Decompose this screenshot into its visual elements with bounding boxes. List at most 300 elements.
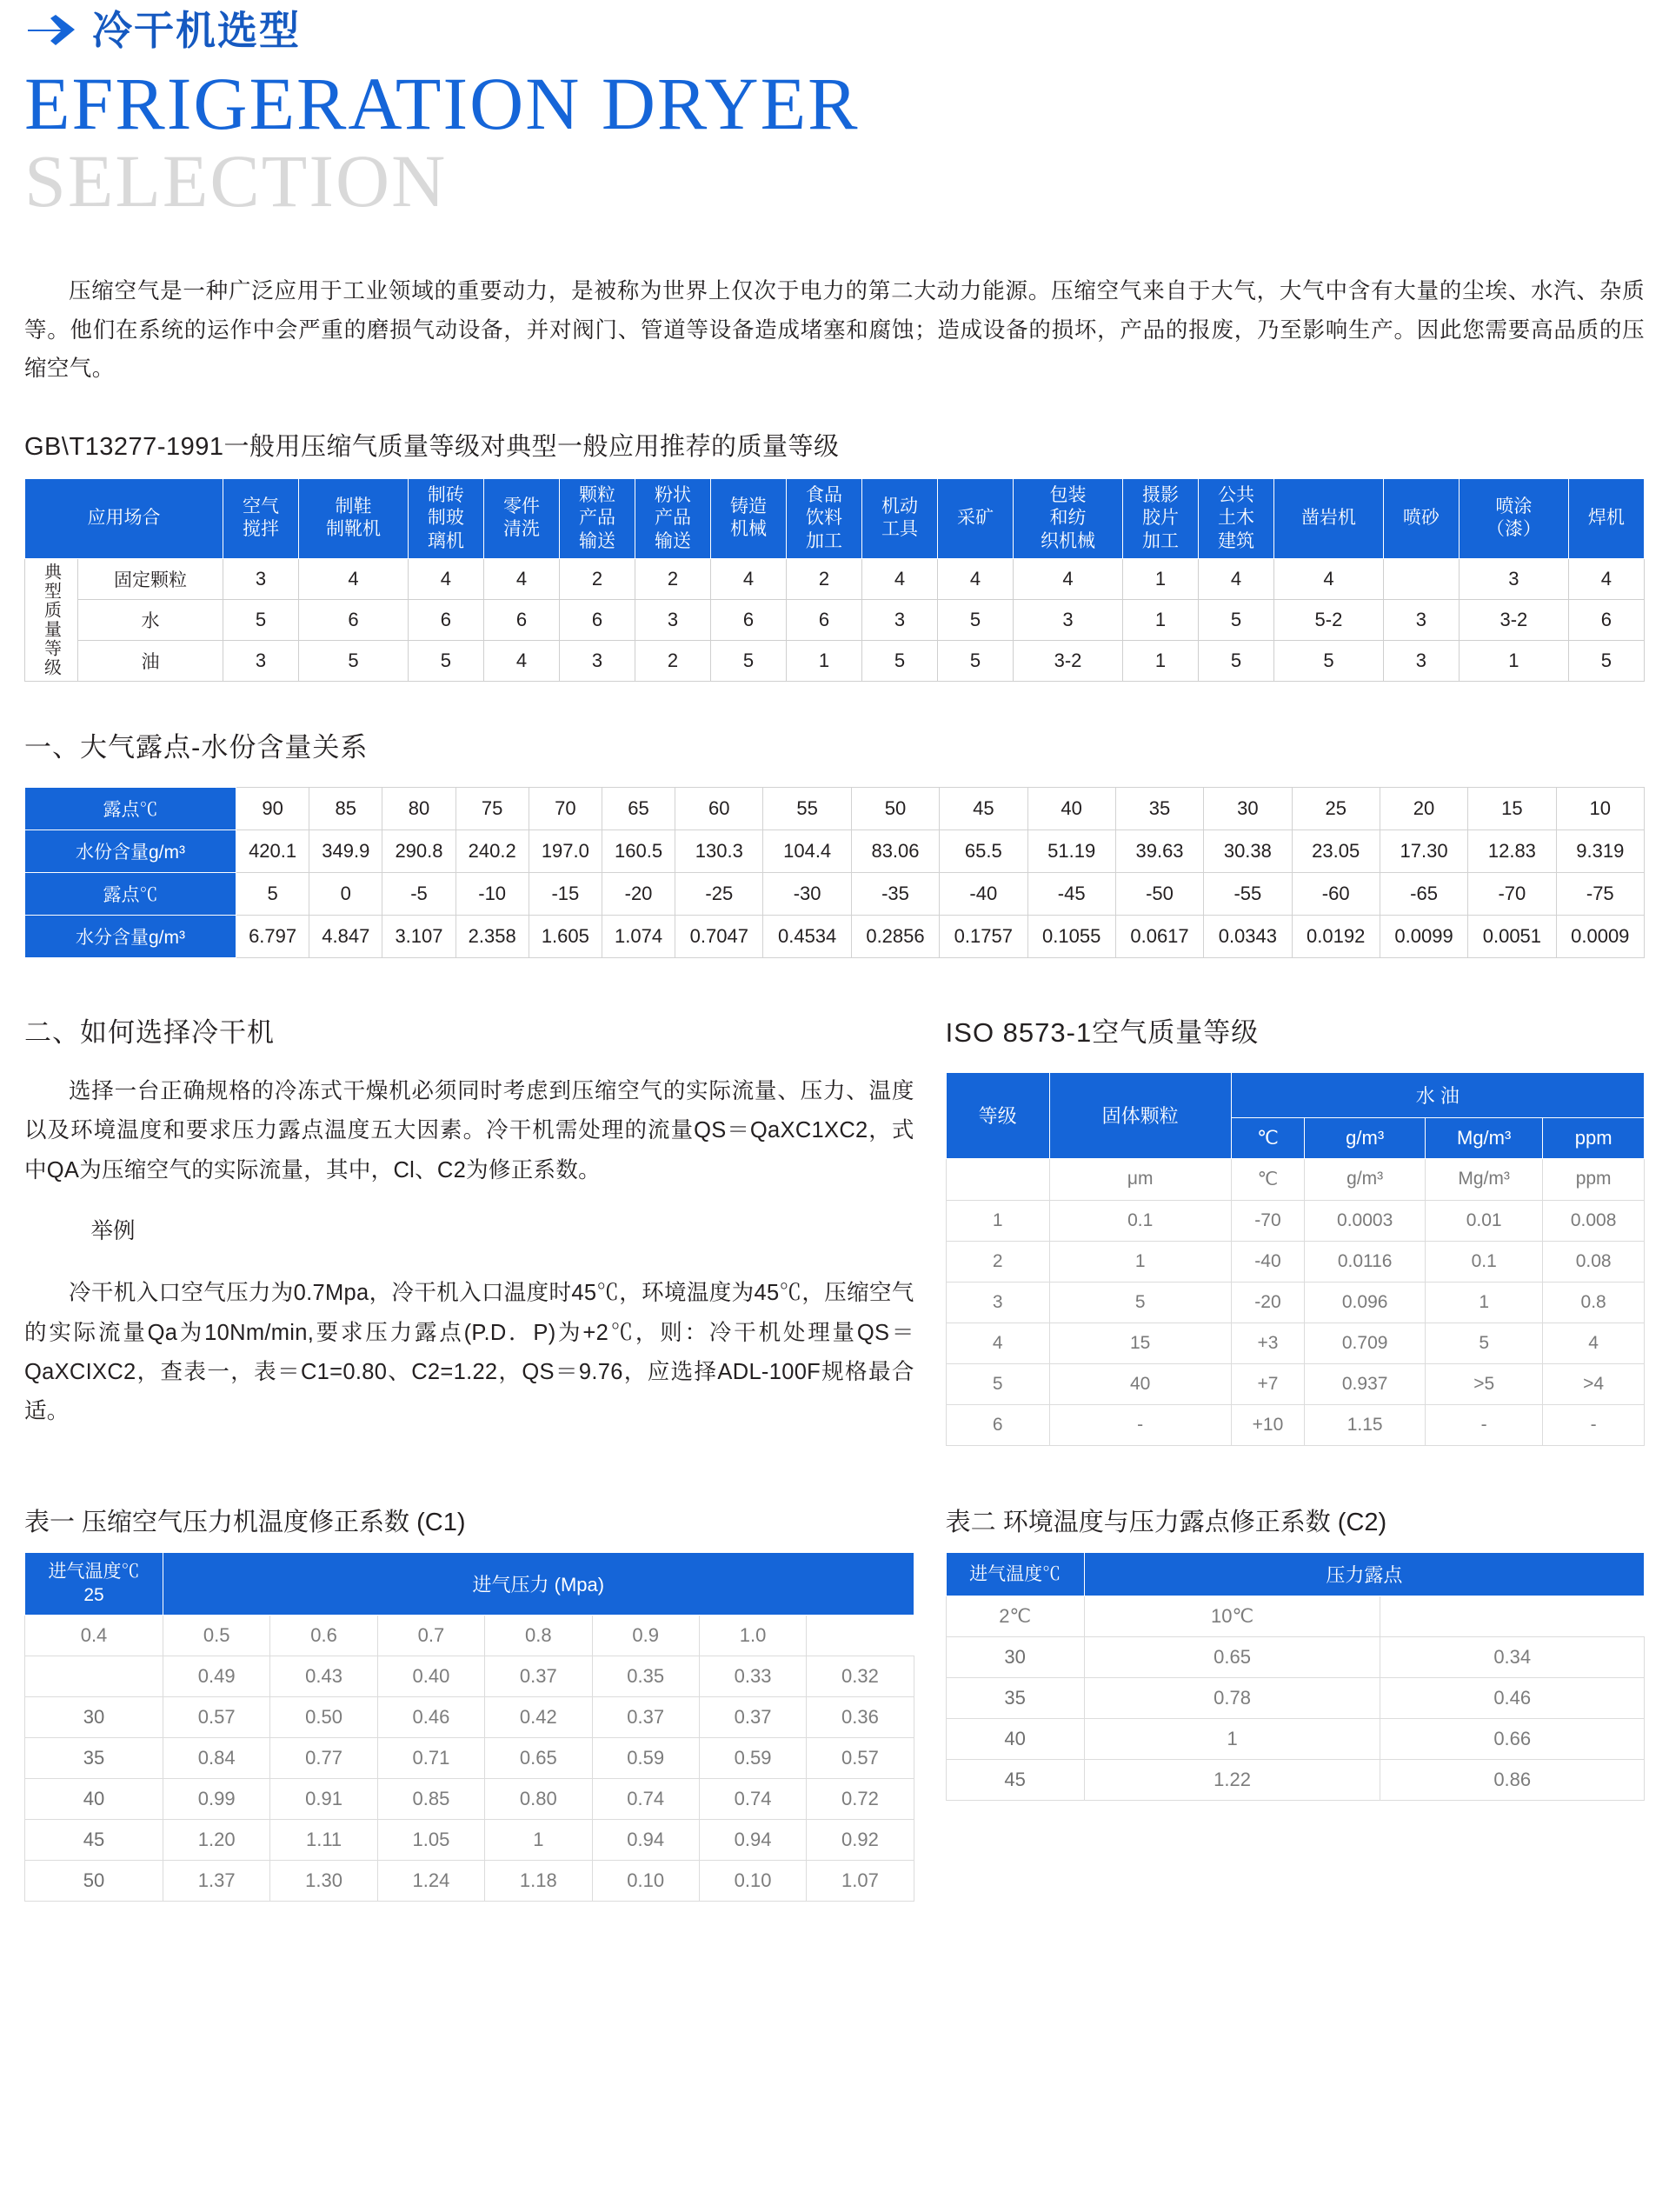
gbt-cell: 2 xyxy=(559,558,635,599)
dew-cell: 349.9 xyxy=(309,830,382,872)
dew-cell: 0 xyxy=(309,872,382,915)
dew-cell: 45 xyxy=(940,787,1027,830)
table-row xyxy=(946,1241,1644,1282)
howto-paragraph-2: 冷干机入口空气压力为0.7Mpa，冷干机入口温度时45℃，环境温度为45℃，压缩空气的实际流量Qa为10Nm/min,要求压力露点(P.D．P)为+2℃，则：冷干机处理量QS＝QaXCIXC2，查表一，表＝C1=0.80、C2=1.22，QS＝9.76，应选择ADL-100F规格最合适。 xyxy=(24,1281,914,1424)
c1-cell: 1.11 xyxy=(270,1819,377,1860)
gbt-quality-table xyxy=(24,478,1645,682)
iso-cell: 0.008 xyxy=(1543,1200,1645,1241)
c1-cell: 1.07 xyxy=(807,1860,914,1901)
dew-cell: 90 xyxy=(236,787,309,830)
c1-cell: 0.37 xyxy=(592,1696,699,1737)
dew-cell: 3.107 xyxy=(382,915,455,957)
gbt-cell: 5-2 xyxy=(1273,599,1383,640)
dew-cell: 12.83 xyxy=(1468,830,1556,872)
gbt-cell: 6 xyxy=(299,599,409,640)
dew-cell: 65 xyxy=(602,787,675,830)
dew-cell: 0.7047 xyxy=(675,915,763,957)
c2-cell: 0.46 xyxy=(1380,1678,1645,1719)
iso-cell: +10 xyxy=(1231,1404,1305,1445)
iso-cell: - xyxy=(1049,1404,1231,1445)
iso-cell: 6 xyxy=(946,1404,1049,1445)
c1-pressure: 0.6 xyxy=(270,1615,377,1656)
c1-cell: 0.57 xyxy=(163,1696,270,1737)
dew-cell: 40 xyxy=(1027,787,1115,830)
dew-cell: 0.1055 xyxy=(1027,915,1115,957)
gbt-col-15: 喷涂 （漆） xyxy=(1459,479,1568,559)
gbt-cell: 5 xyxy=(862,640,938,681)
gbt-col-9: 采矿 xyxy=(938,479,1014,559)
c1-pressure: 0.9 xyxy=(592,1615,699,1656)
gbt-col-1: 制鞋 制靴机 xyxy=(299,479,409,559)
iso-column xyxy=(946,967,1645,1455)
dew-cell: -55 xyxy=(1204,872,1292,915)
dew-cell: 4.847 xyxy=(309,915,382,957)
iso-cell: -20 xyxy=(1231,1282,1305,1323)
gbt-col-10: 包装 和纺 织机械 xyxy=(1014,479,1123,559)
dew-cell: -65 xyxy=(1380,872,1467,915)
iso-cell: 5 xyxy=(1426,1323,1543,1363)
gbt-cell: 5 xyxy=(710,640,786,681)
gbt-cell: 1 xyxy=(1122,558,1198,599)
c1-cell: 0.33 xyxy=(699,1656,806,1696)
iso-cell: g/m³ xyxy=(1305,1158,1426,1200)
iso-unit-3: ppm xyxy=(1543,1117,1645,1158)
iso-cell: 0.1 xyxy=(1049,1200,1231,1241)
gbt-col-7: 食品 饮料 加工 xyxy=(787,479,862,559)
table-row xyxy=(25,915,1645,957)
c2-cell: 0.78 xyxy=(1084,1678,1380,1719)
dew-row-label-2: 水份含量g/m³ xyxy=(25,830,236,872)
gbt-cell: 1 xyxy=(1122,599,1198,640)
iso-col-water-oil: 水 油 xyxy=(1231,1072,1644,1117)
c1-cell: 0.94 xyxy=(592,1819,699,1860)
gbt-cell: 4 xyxy=(938,558,1014,599)
c1-cell: 0.42 xyxy=(485,1696,592,1737)
howto-heading: 二、如何选择冷干机 xyxy=(24,1016,275,1048)
c2-cell: 0.66 xyxy=(1380,1719,1645,1760)
gbt-cell: 3 xyxy=(1383,640,1459,681)
c1-side-header-label: 进气温度℃ xyxy=(48,1562,140,1582)
table-row xyxy=(25,1615,914,1656)
c2-cell: 0.86 xyxy=(1380,1760,1645,1801)
dew-cell: 240.2 xyxy=(455,830,529,872)
gbt-cell: 4 xyxy=(862,558,938,599)
gbt-cell: 3 xyxy=(1383,599,1459,640)
gbt-row-label-1: 水 xyxy=(78,599,223,640)
iso-cell: 1 xyxy=(1049,1241,1231,1282)
table-row xyxy=(25,1819,914,1860)
c1-top-header: 进气压力 (Mpa) xyxy=(163,1553,914,1616)
page-kicker: 冷干机选型 xyxy=(92,8,301,53)
table-row xyxy=(25,640,1645,681)
c1-cell: 1.20 xyxy=(163,1819,270,1860)
iso-cell: 1 xyxy=(1426,1282,1543,1323)
iso-cell: - xyxy=(1543,1404,1645,1445)
c2-cell: 0.65 xyxy=(1084,1637,1380,1678)
dew-cell: 83.06 xyxy=(851,830,939,872)
table-header-row xyxy=(946,1072,1644,1117)
dew-row-label-1: 露点℃ xyxy=(25,787,236,830)
dew-cell: -35 xyxy=(851,872,939,915)
c2-cell: 1.22 xyxy=(1084,1760,1380,1801)
table-row xyxy=(946,1719,1644,1760)
c1-temp: 40 xyxy=(25,1778,163,1819)
table-row xyxy=(946,1323,1644,1363)
gbt-heading: GB\T13277-1991一般用压缩气质量等级对典型一般应用推荐的质量等级 xyxy=(24,433,840,462)
gbt-row-label-0: 固定颗粒 xyxy=(78,558,223,599)
c2-table xyxy=(946,1552,1645,1801)
c2-cell: 0.34 xyxy=(1380,1637,1645,1678)
c1-pressure: 1.0 xyxy=(699,1615,806,1656)
gbt-col-6: 铸造 机械 xyxy=(710,479,786,559)
iso-heading: ISO 8573-1空气质量等级 xyxy=(945,1016,1260,1048)
gbt-cell: 6 xyxy=(559,599,635,640)
c1-side-header-value: 25 xyxy=(83,1584,104,1605)
dew-cell: 2.358 xyxy=(455,915,529,957)
iso-quality-table xyxy=(946,1072,1645,1446)
table-row xyxy=(25,1696,914,1737)
iso-cell: 0.937 xyxy=(1305,1363,1426,1404)
c1-cell: 0.10 xyxy=(592,1860,699,1901)
c1-cell: 0.72 xyxy=(807,1778,914,1819)
c1-cell: 0.65 xyxy=(485,1737,592,1778)
c1-cell: 1.05 xyxy=(377,1819,484,1860)
dew-cell: 6.797 xyxy=(236,915,309,957)
iso-cell: 0.01 xyxy=(1426,1200,1543,1241)
dew-cell: 30.38 xyxy=(1204,830,1292,872)
dew-cell: -45 xyxy=(1027,872,1115,915)
gbt-cell: 5 xyxy=(1198,599,1273,640)
dew-cell: 0.2856 xyxy=(851,915,939,957)
table-row xyxy=(25,558,1645,599)
iso-cell: 0.096 xyxy=(1305,1282,1426,1323)
c1-pressure: 0.7 xyxy=(377,1615,484,1656)
gbt-cell: 3 xyxy=(559,640,635,681)
gbt-col-13: 凿岩机 xyxy=(1273,479,1383,559)
table2-caption: 表二 环境温度与压力露点修正系数 (C2) xyxy=(945,1509,1387,1537)
dew-cell: 0.0009 xyxy=(1556,915,1644,957)
c1-cell: 1.30 xyxy=(270,1860,377,1901)
dew-cell: 23.05 xyxy=(1292,830,1380,872)
c2-dewpoint: 2℃ xyxy=(946,1596,1084,1637)
c1-cell: 0.40 xyxy=(377,1656,484,1696)
c1-cell: 0.74 xyxy=(699,1778,806,1819)
table-row xyxy=(946,1200,1644,1241)
iso-cell: 4 xyxy=(1543,1323,1645,1363)
howto-column xyxy=(24,967,914,1455)
c1-cell: 0.57 xyxy=(807,1737,914,1778)
gbt-cell: 6 xyxy=(787,599,862,640)
gbt-cell: 3-2 xyxy=(1014,640,1123,681)
gbt-cell: 6 xyxy=(483,599,559,640)
table-row xyxy=(946,1282,1644,1323)
dew-cell: 9.319 xyxy=(1556,830,1644,872)
dew-cell: 0.0343 xyxy=(1204,915,1292,957)
c1-cell: 0.50 xyxy=(270,1696,377,1737)
iso-cell: +3 xyxy=(1231,1323,1305,1363)
table-header-row xyxy=(946,1553,1644,1596)
intro-paragraph: 压缩空气是一种广泛应用于工业领域的重要动力，是被称为世界上仅次于电力的第二大动力能源。压缩空气来自于大气，大气中含有大量的尘埃、水汽、杂质等。他们在系统的运作中会严重的磨损气动设备，并对阀门、管道等设备造成堵塞和腐蚀；造成设备的损坏，产品的报废，乃至影响生产。因此您需要高品质的压缩空气。 xyxy=(24,279,1645,382)
gbt-col-5: 粉状 产品 输送 xyxy=(635,479,710,559)
table-row xyxy=(25,1860,914,1901)
c1-cell: 1.37 xyxy=(163,1860,270,1901)
iso-cell: 40 xyxy=(1049,1363,1231,1404)
arrow-right-icon xyxy=(26,11,76,50)
c1-cell: 1 xyxy=(485,1819,592,1860)
dew-cell: -5 xyxy=(382,872,455,915)
dew-cell: 85 xyxy=(309,787,382,830)
gbt-col-3: 零件 清洗 xyxy=(483,479,559,559)
c1-cell: 0.59 xyxy=(592,1737,699,1778)
table-row xyxy=(946,1678,1644,1719)
dew-cell: -75 xyxy=(1556,872,1644,915)
gbt-cell: 4 xyxy=(1568,558,1644,599)
dew-cell: -25 xyxy=(675,872,763,915)
dew-cell: 290.8 xyxy=(382,830,455,872)
howto-paragraph-1: 选择一台正确规格的冷冻式干燥机必须同时考虑到压缩空气的实际流量、压力、温度以及环境温度和要求压力露点温度五大因素。冷干机需处理的流量QS＝QaXC1XC2，式中QA为压缩空气的实际流量，其中，Cl、C2为修正系数。 xyxy=(24,1078,914,1183)
gbt-cell: 5 xyxy=(1198,640,1273,681)
table-row xyxy=(25,1778,914,1819)
page-subtitle: SELECTION xyxy=(24,138,448,223)
gbt-col-8: 机动 工具 xyxy=(862,479,938,559)
gbt-cell: 3 xyxy=(1459,558,1568,599)
c1-cell: 0.49 xyxy=(163,1656,270,1696)
c1-pressure: 0.8 xyxy=(485,1615,592,1656)
dew-cell: 55 xyxy=(763,787,851,830)
dew-cell: 0.0192 xyxy=(1292,915,1380,957)
c1-cell: 1.18 xyxy=(485,1860,592,1901)
iso-unit-2: Mg/m³ xyxy=(1426,1117,1543,1158)
c1-side-header xyxy=(25,1553,163,1616)
c1-cell: 1.24 xyxy=(377,1860,484,1901)
table2-column xyxy=(946,1462,1645,1902)
table-row xyxy=(25,599,1645,640)
iso-unit-1: g/m³ xyxy=(1305,1117,1426,1158)
gbt-cell xyxy=(1383,558,1459,599)
c1-temp: 30 xyxy=(25,1696,163,1737)
c1-cell: 0.36 xyxy=(807,1696,914,1737)
gbt-cell: 3 xyxy=(223,640,299,681)
dew-cell: 20 xyxy=(1380,787,1467,830)
c1-cell: 0.92 xyxy=(807,1819,914,1860)
gbt-row-label-2: 油 xyxy=(78,640,223,681)
table-header-row xyxy=(25,1553,914,1616)
iso-col-solid: 固体颗粒 xyxy=(1049,1072,1231,1158)
dew-cell: 80 xyxy=(382,787,455,830)
gbt-cell: 3 xyxy=(1014,599,1123,640)
c1-cell: 0.59 xyxy=(699,1737,806,1778)
c1-temp: 35 xyxy=(25,1737,163,1778)
dewpoint-table xyxy=(24,787,1645,958)
gbt-cell: 2 xyxy=(635,558,710,599)
iso-cell: 3 xyxy=(946,1282,1049,1323)
dew-row-label-4: 水分含量g/m³ xyxy=(25,915,236,957)
c1-cell: 0.99 xyxy=(163,1778,270,1819)
c1-cell: 0.46 xyxy=(377,1696,484,1737)
gbt-cell: 5 xyxy=(299,640,409,681)
dew-cell: 60 xyxy=(675,787,763,830)
howto-and-iso-section xyxy=(24,967,1645,1455)
dew-cell: 17.30 xyxy=(1380,830,1467,872)
dew-cell: -15 xyxy=(529,872,602,915)
iso-cell: 0.8 xyxy=(1543,1282,1645,1323)
iso-unit-um: μm xyxy=(1049,1158,1231,1200)
c1-cell: 0.74 xyxy=(592,1778,699,1819)
gbt-col-14: 喷砂 xyxy=(1383,479,1459,559)
gbt-cell: 4 xyxy=(1198,558,1273,599)
gbt-col-11: 摄影 胶片 加工 xyxy=(1122,479,1198,559)
gbt-cell: 3 xyxy=(223,558,299,599)
gbt-cell: 3 xyxy=(862,599,938,640)
page-header xyxy=(24,0,1645,53)
dew-cell: -10 xyxy=(455,872,529,915)
c2-temp: 45 xyxy=(946,1760,1084,1801)
c1-cell: 0.37 xyxy=(485,1656,592,1696)
table-row xyxy=(946,1760,1644,1801)
gbt-cell: 6 xyxy=(710,599,786,640)
gbt-cell: 4 xyxy=(483,558,559,599)
table-header-row xyxy=(25,479,1645,559)
coefficient-tables-section xyxy=(24,1462,1645,1902)
iso-cell xyxy=(946,1158,1049,1200)
table-row xyxy=(946,1158,1644,1200)
iso-cell: -40 xyxy=(1231,1241,1305,1282)
c1-cell: 0.71 xyxy=(377,1737,484,1778)
c1-cell: 0.85 xyxy=(377,1778,484,1819)
c1-cell: 0.35 xyxy=(592,1656,699,1696)
table-row xyxy=(25,1656,914,1696)
c1-pressure: 0.5 xyxy=(163,1615,270,1656)
howto-example-label: 举例 xyxy=(90,1219,136,1244)
page-title: EFRIGERATION DRYER xyxy=(24,62,860,145)
gbt-cell: 4 xyxy=(1273,558,1383,599)
dew-cell: 160.5 xyxy=(602,830,675,872)
table-row xyxy=(25,787,1645,830)
c1-cell: 0.43 xyxy=(270,1656,377,1696)
gbt-cell: 4 xyxy=(408,558,483,599)
dew-cell: 0.1757 xyxy=(940,915,1027,957)
iso-cell: 2 xyxy=(946,1241,1049,1282)
gbt-cell: 4 xyxy=(483,640,559,681)
gbt-col-application: 应用场合 xyxy=(25,479,223,559)
dew-cell: 0.0051 xyxy=(1468,915,1556,957)
gbt-cell: 5 xyxy=(408,640,483,681)
iso-cell: 0.0003 xyxy=(1305,1200,1426,1241)
iso-cell: +7 xyxy=(1231,1363,1305,1404)
table-row xyxy=(946,1404,1644,1445)
c2-cell: 1 xyxy=(1084,1719,1380,1760)
iso-cell: 0.08 xyxy=(1543,1241,1645,1282)
dew-cell: 104.4 xyxy=(763,830,851,872)
table1-column xyxy=(24,1462,914,1902)
dew-cell: 75 xyxy=(455,787,529,830)
dew-cell: 10 xyxy=(1556,787,1644,830)
gbt-cell: 4 xyxy=(710,558,786,599)
gbt-col-0: 空气 搅拌 xyxy=(223,479,299,559)
gbt-cell: 5 xyxy=(1568,640,1644,681)
dew-cell: -40 xyxy=(940,872,1027,915)
iso-cell: 0.709 xyxy=(1305,1323,1426,1363)
c2-top-header: 压力露点 xyxy=(1084,1553,1644,1596)
dew-cell: 130.3 xyxy=(675,830,763,872)
table-row xyxy=(946,1363,1644,1404)
dew-cell: 15 xyxy=(1468,787,1556,830)
iso-col-grade: 等级 xyxy=(946,1072,1049,1158)
c2-temp: 35 xyxy=(946,1678,1084,1719)
c2-temp: 40 xyxy=(946,1719,1084,1760)
c2-dewpoint: 10℃ xyxy=(1084,1596,1380,1637)
gbt-cell: 3-2 xyxy=(1459,599,1568,640)
gbt-cell: 5 xyxy=(1273,640,1383,681)
iso-cell: >4 xyxy=(1543,1363,1645,1404)
dew-cell: 1.074 xyxy=(602,915,675,957)
dew-cell: 39.63 xyxy=(1115,830,1203,872)
dew-cell: -20 xyxy=(602,872,675,915)
c1-cell: 0.32 xyxy=(807,1656,914,1696)
iso-cell: Mg/m³ xyxy=(1426,1158,1543,1200)
c2-side-header: 进气温度℃ xyxy=(946,1553,1084,1596)
c1-cell: 0.37 xyxy=(699,1696,806,1737)
dew-cell: 35 xyxy=(1115,787,1203,830)
c2-temp: 30 xyxy=(946,1637,1084,1678)
c1-cell: 0.94 xyxy=(699,1819,806,1860)
table1-caption: 表一 压缩空气压力机温度修正系数 (C1) xyxy=(24,1509,466,1537)
iso-cell: 1.15 xyxy=(1305,1404,1426,1445)
dew-cell: 25 xyxy=(1292,787,1380,830)
gbt-cell: 5 xyxy=(938,640,1014,681)
c1-temp xyxy=(25,1656,163,1696)
dew-cell: 197.0 xyxy=(529,830,602,872)
dew-cell: 420.1 xyxy=(236,830,309,872)
iso-cell: 5 xyxy=(946,1363,1049,1404)
iso-cell: ℃ xyxy=(1231,1158,1305,1200)
gbt-cell: 1 xyxy=(1459,640,1568,681)
iso-cell: -70 xyxy=(1231,1200,1305,1241)
table-row xyxy=(946,1637,1644,1678)
table-row xyxy=(25,830,1645,872)
c1-cell: 0.84 xyxy=(163,1737,270,1778)
gbt-cell: 3 xyxy=(635,599,710,640)
gbt-cell: 4 xyxy=(1014,558,1123,599)
gbt-cell: 5 xyxy=(223,599,299,640)
iso-cell: 4 xyxy=(946,1323,1049,1363)
dew-cell: 65.5 xyxy=(940,830,1027,872)
c1-temp: 45 xyxy=(25,1819,163,1860)
iso-cell: 0.0116 xyxy=(1305,1241,1426,1282)
dew-row-label-3: 露点℃ xyxy=(25,872,236,915)
dew-cell: 5 xyxy=(236,872,309,915)
iso-cell: ppm xyxy=(1543,1158,1645,1200)
dew-cell: -70 xyxy=(1468,872,1556,915)
dew-cell: 70 xyxy=(529,787,602,830)
gbt-cell: 1 xyxy=(1122,640,1198,681)
gbt-cell: 5 xyxy=(938,599,1014,640)
c1-cell: 0.10 xyxy=(699,1860,806,1901)
gbt-cell: 2 xyxy=(787,558,862,599)
dew-cell: 0.4534 xyxy=(763,915,851,957)
gbt-col-4: 颗粒 产品 输送 xyxy=(559,479,635,559)
dew-cell: 51.19 xyxy=(1027,830,1115,872)
gbt-col-16: 焊机 xyxy=(1568,479,1644,559)
c1-table xyxy=(24,1552,914,1902)
gbt-col-2: 制砖 制玻 璃机 xyxy=(408,479,483,559)
dew-cell: 0.0617 xyxy=(1115,915,1203,957)
c1-pressure: 0.4 xyxy=(25,1615,163,1656)
gbt-cell: 4 xyxy=(299,558,409,599)
c1-cell: 0.80 xyxy=(485,1778,592,1819)
gbt-col-12: 公共 土木 建筑 xyxy=(1198,479,1273,559)
iso-cell: 0.1 xyxy=(1426,1241,1543,1282)
